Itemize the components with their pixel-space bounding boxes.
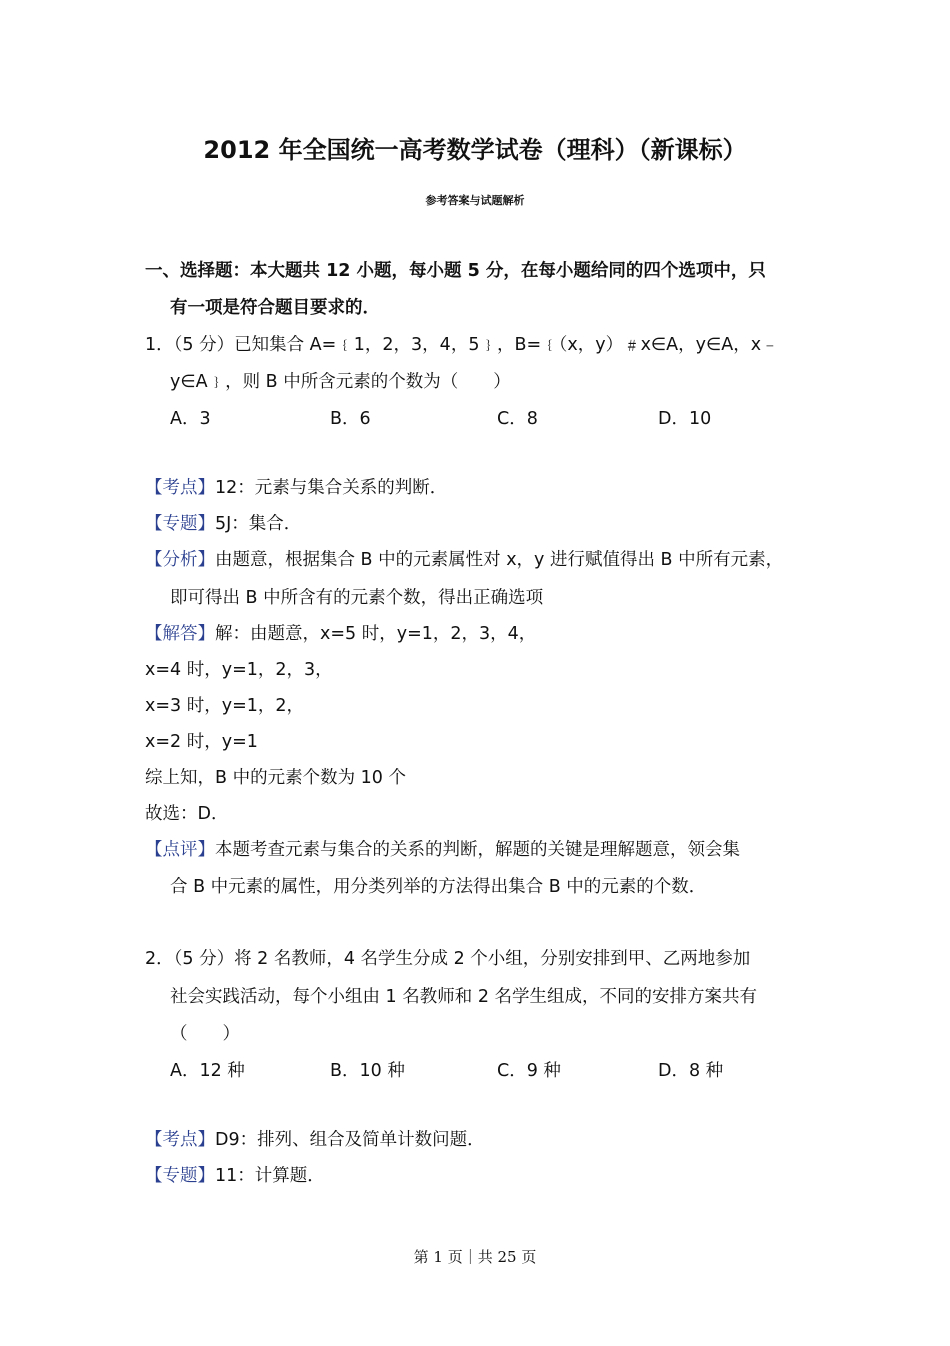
q1-jieda-line: 综上知，B 中的元素个数为 10 个 — [145, 768, 406, 788]
q2-stem-line2: 社会实践活动，每个小组由 1 名教师和 2 名学生组成，不同的安排方案共有 — [170, 987, 758, 1007]
zhuanti-tag: 【专题】 — [145, 1166, 215, 1186]
q2-stem-line3: （ ） — [170, 1024, 240, 1044]
dianping-tag: 【点评】 — [145, 840, 215, 860]
q1-fenxi — [145, 546, 783, 571]
jieda-tag: 【解答】 — [145, 624, 215, 644]
page-subtitle: 参考答案与试题解析 — [425, 194, 525, 207]
page-footer: 第 1 页｜共 25 页 — [413, 1248, 537, 1266]
q1-option-d: D．10 — [658, 409, 712, 429]
q1-kaodian — [145, 474, 447, 499]
q1-option-a: A．3 — [170, 409, 211, 429]
q1-stem-line2: y∈A﹜，则 B 中所含元素的个数为（ ） — [170, 372, 511, 392]
q1-jieda-line: x=4 时，y=1，2，3， — [145, 660, 333, 680]
q2-option-a: A．12 种 — [170, 1061, 245, 1081]
q2-kaodian — [145, 1126, 485, 1151]
q2-option-b: B．10 种 — [330, 1061, 405, 1081]
q1-jieda-line: x=3 时，y=1，2， — [145, 696, 305, 716]
page-title: 2012 年全国统一高考数学试卷（理科）（新课标） — [203, 136, 747, 164]
q1-dianping-line1: 本题考查元素与集合的关系的判断，解题的关键是理解题意，领会集 — [215, 840, 740, 860]
q1-option-b: B．6 — [330, 409, 371, 429]
q1-jieda — [145, 620, 536, 645]
q1-kaodian-text: 12：元素与集合关系的判断． — [215, 478, 448, 498]
q1-stem-line1: 1．（5 分）已知集合 A=﹛1，2，3，4，5﹜，B=﹛（x，y）﹟x∈A，y∈A，x﹣ — [145, 335, 779, 355]
q1-fenxi-line2: 即可得出 B 中所含有的元素个数，得出正确选项 — [170, 588, 544, 608]
q1-zhuanti — [145, 510, 301, 535]
section-heading-line2: 有一项是符合题目要求的． — [170, 298, 380, 318]
q2-stem-line1: 2．（5 分）将 2 名教师，4 名学生分成 2 个小组，分别安排到甲、乙两地参加 — [145, 949, 751, 969]
q2-option-d: D．8 种 — [658, 1061, 724, 1081]
q1-dianping — [145, 836, 740, 861]
q1-jieda-line: x=2 时，y=1 — [145, 732, 258, 752]
q1-jieda-line1: 解：由题意，x=5 时，y=1，2，3，4， — [215, 624, 537, 644]
q2-zhuanti-text: 11：计算题． — [215, 1166, 325, 1186]
q1-fenxi-line1: 由题意，根据集合 B 中的元素属性对 x，y 进行赋值得出 B 中所有元素， — [215, 550, 784, 570]
q1-jieda-line: 故选：D． — [145, 804, 229, 824]
kaodian-tag: 【考点】 — [145, 478, 215, 498]
section-heading-line1: 一、选择题：本大题共 12 小题，每小题 5 分，在每小题给同的四个选项中，只 — [145, 261, 766, 281]
q1-zhuanti-text: 5J：集合． — [215, 514, 302, 534]
kaodian-tag: 【考点】 — [145, 1130, 215, 1150]
q1-option-c: C．8 — [497, 409, 538, 429]
q1-dianping-line2: 合 B 中元素的属性，用分类列举的方法得出集合 B 中的元素的个数． — [170, 877, 707, 897]
q2-zhuanti — [145, 1162, 325, 1187]
zhuanti-tag: 【专题】 — [145, 514, 215, 534]
q2-kaodian-text: D9：排列、组合及简单计数问题． — [215, 1130, 485, 1150]
q2-option-c: C．9 种 — [497, 1061, 561, 1081]
fenxi-tag: 【分析】 — [145, 550, 215, 570]
